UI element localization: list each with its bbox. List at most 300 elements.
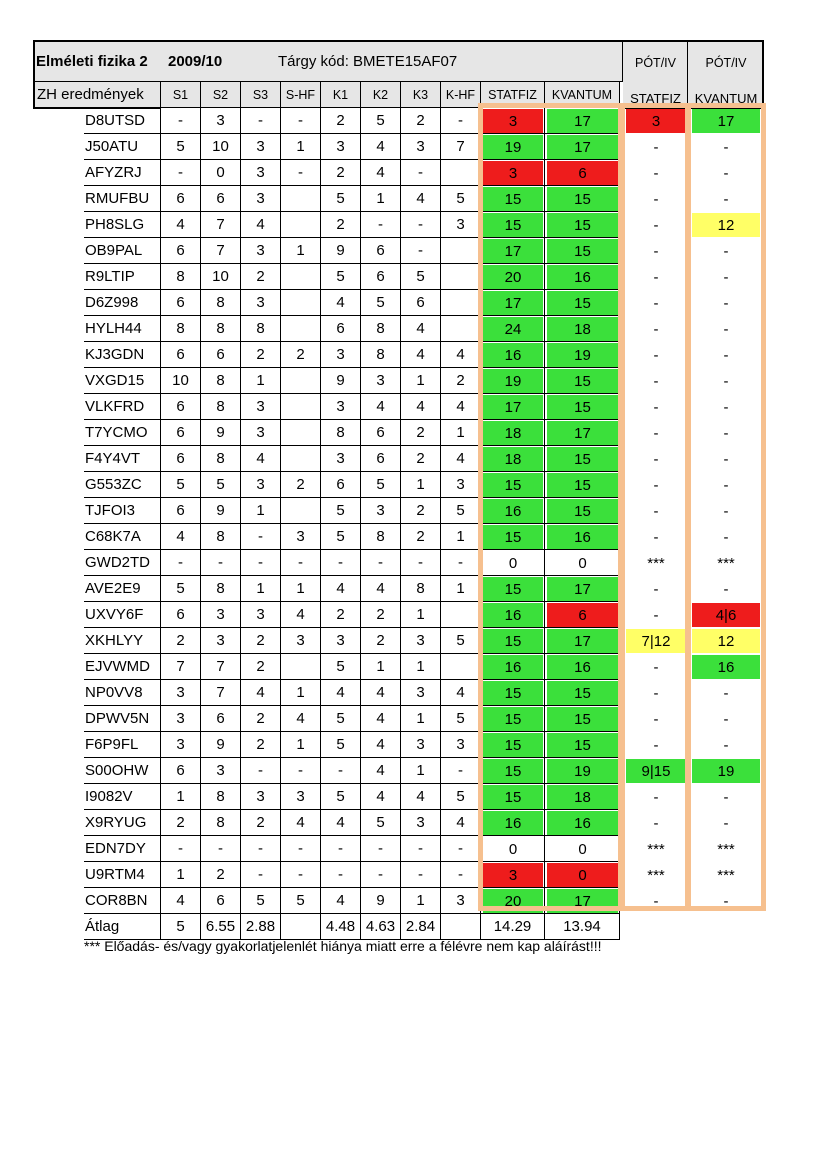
score-khf: 1 xyxy=(441,524,481,550)
score-k1: 6 xyxy=(321,316,361,342)
score-s2: 10 xyxy=(201,264,241,290)
result-statfiz: 15 xyxy=(483,785,543,809)
score-k2: - xyxy=(361,862,401,888)
score-s3: 3 xyxy=(241,420,281,446)
col-header-k2: K2 xyxy=(361,82,401,108)
result-pot_statfiz: - xyxy=(653,476,659,494)
result-pot_kvantum: 19 xyxy=(692,759,760,783)
score-s2: 8 xyxy=(201,810,241,836)
score-shf xyxy=(281,498,321,524)
score-k2: 5 xyxy=(361,472,401,498)
score-s1: 10 xyxy=(161,368,201,394)
result-pot_statfiz: - xyxy=(653,424,659,442)
result-statfiz: 15 xyxy=(483,187,543,211)
result-pot_statfiz: - xyxy=(653,346,659,364)
average-k3: 2.84 xyxy=(401,914,441,940)
score-s3: 2 xyxy=(241,342,281,368)
student-id: KJ3GDN xyxy=(84,342,161,368)
result-pot_kvantum: - xyxy=(723,372,729,390)
result-pot_statfiz: - xyxy=(653,710,659,728)
score-shf xyxy=(281,212,321,238)
score-s1: 4 xyxy=(161,888,201,914)
score-s3: 3 xyxy=(241,238,281,264)
score-khf: - xyxy=(441,862,481,888)
result-pot_kvantum: - xyxy=(723,814,729,832)
result-pot_statfiz: - xyxy=(653,502,659,520)
score-s1: 5 xyxy=(161,134,201,160)
score-s3: 1 xyxy=(241,498,281,524)
score-khf: 3 xyxy=(441,472,481,498)
col-header-s1: S1 xyxy=(161,82,201,108)
student-id: S00OHW xyxy=(84,758,161,784)
score-shf xyxy=(281,394,321,420)
score-s3: - xyxy=(241,758,281,784)
result-pot_statfiz: - xyxy=(653,892,659,910)
score-k1: 3 xyxy=(321,394,361,420)
subject-code: Tárgy kód: BMETE15AF07 xyxy=(278,52,458,70)
score-s3: 3 xyxy=(241,160,281,186)
score-s1: - xyxy=(161,836,201,862)
score-shf: 1 xyxy=(281,238,321,264)
score-s3: 3 xyxy=(241,472,281,498)
score-s3: 5 xyxy=(241,888,281,914)
score-shf: - xyxy=(281,836,321,862)
score-k3: 3 xyxy=(401,628,441,654)
score-k3: 1 xyxy=(401,472,441,498)
score-k2: - xyxy=(361,550,401,576)
score-shf xyxy=(281,290,321,316)
score-khf: 1 xyxy=(441,420,481,446)
result-pot_kvantum: 12 xyxy=(692,213,760,237)
score-k1: 4 xyxy=(321,576,361,602)
result-kvantum: 19 xyxy=(547,759,618,783)
score-khf: 2 xyxy=(441,368,481,394)
student-id: C68K7A xyxy=(84,524,161,550)
student-id: NP0VV8 xyxy=(84,680,161,706)
frame-pot-statfiz xyxy=(620,103,690,911)
score-k1: 6 xyxy=(321,472,361,498)
score-s2: 8 xyxy=(201,394,241,420)
score-khf xyxy=(441,160,481,186)
result-statfiz: 20 xyxy=(483,265,543,289)
score-khf: 3 xyxy=(441,212,481,238)
score-k2: 4 xyxy=(361,706,401,732)
score-s1: 2 xyxy=(161,628,201,654)
result-statfiz: 15 xyxy=(483,733,543,757)
score-k3: 1 xyxy=(401,602,441,628)
score-k3: 8 xyxy=(401,576,441,602)
score-s2: 8 xyxy=(201,576,241,602)
result-pot_kvantum: *** xyxy=(717,840,735,858)
score-s2: 7 xyxy=(201,238,241,264)
score-s2: 5 xyxy=(201,472,241,498)
frame-pot-kvantum xyxy=(686,103,766,911)
score-k2: 5 xyxy=(361,108,401,134)
score-k2: 9 xyxy=(361,888,401,914)
score-s1: - xyxy=(161,160,201,186)
result-statfiz: 17 xyxy=(483,239,543,263)
student-id: AVE2E9 xyxy=(84,576,161,602)
score-k1: 2 xyxy=(321,212,361,238)
result-pot_kvantum: - xyxy=(723,424,729,442)
score-k3: 4 xyxy=(401,316,441,342)
score-k3: 2 xyxy=(401,108,441,134)
score-k2: - xyxy=(361,212,401,238)
score-s3: 3 xyxy=(241,186,281,212)
student-id: OB9PAL xyxy=(84,238,161,264)
score-k2: 4 xyxy=(361,758,401,784)
pot-kvantum-col-header: KVANTUM xyxy=(694,90,758,106)
average-s1: 5 xyxy=(161,914,201,940)
score-s2: 8 xyxy=(201,368,241,394)
score-s2: - xyxy=(201,836,241,862)
result-pot_kvantum: - xyxy=(723,684,729,702)
student-id: U9RTM4 xyxy=(84,862,161,888)
score-k3: - xyxy=(401,160,441,186)
score-khf: 3 xyxy=(441,732,481,758)
score-s2: 6 xyxy=(201,186,241,212)
score-s2: 8 xyxy=(201,316,241,342)
score-s1: 1 xyxy=(161,862,201,888)
score-k3: 4 xyxy=(401,394,441,420)
score-k1: 9 xyxy=(321,368,361,394)
frame-results xyxy=(478,103,623,911)
score-khf xyxy=(441,602,481,628)
score-khf: - xyxy=(441,108,481,134)
score-shf xyxy=(281,420,321,446)
score-k1: 3 xyxy=(321,134,361,160)
score-s1: 5 xyxy=(161,576,201,602)
average-statfiz: 14.29 xyxy=(481,914,545,940)
score-khf: 5 xyxy=(441,498,481,524)
result-kvantum: 15 xyxy=(547,369,618,393)
score-s1: - xyxy=(161,550,201,576)
score-k1: 5 xyxy=(321,264,361,290)
score-k2: 6 xyxy=(361,420,401,446)
score-shf xyxy=(281,446,321,472)
result-pot_statfiz: - xyxy=(653,528,659,546)
score-k2: 4 xyxy=(361,732,401,758)
score-k3: 1 xyxy=(401,654,441,680)
score-k1: 4 xyxy=(321,810,361,836)
result-pot_statfiz: - xyxy=(653,736,659,754)
result-kvantum: 15 xyxy=(547,187,618,211)
result-pot_kvantum: - xyxy=(723,736,729,754)
score-s1: 6 xyxy=(161,602,201,628)
result-pot_kvantum: - xyxy=(723,502,729,520)
score-k3: 4 xyxy=(401,342,441,368)
result-pot_statfiz: - xyxy=(653,684,659,702)
score-s1: 6 xyxy=(161,394,201,420)
score-shf: 4 xyxy=(281,810,321,836)
result-pot_statfiz: - xyxy=(653,320,659,338)
result-kvantum: 16 xyxy=(547,655,618,679)
score-s3: 4 xyxy=(241,680,281,706)
course-title: Elméleti fizika 2 xyxy=(36,52,148,70)
student-id: EJVWMD xyxy=(84,654,161,680)
score-shf xyxy=(281,368,321,394)
score-khf: - xyxy=(441,836,481,862)
score-khf xyxy=(441,316,481,342)
result-pot_kvantum: *** xyxy=(717,554,735,572)
score-k3: - xyxy=(401,836,441,862)
score-shf xyxy=(281,186,321,212)
score-k3: - xyxy=(401,862,441,888)
result-kvantum: 0 xyxy=(547,863,618,887)
score-k2: 8 xyxy=(361,316,401,342)
student-id: R9LTIP xyxy=(84,264,161,290)
score-s2: 0 xyxy=(201,160,241,186)
score-shf xyxy=(281,654,321,680)
result-pot_kvantum: - xyxy=(723,580,729,598)
score-s2: 7 xyxy=(201,654,241,680)
score-k1: 3 xyxy=(321,342,361,368)
score-khf: 3 xyxy=(441,888,481,914)
result-pot_kvantum: 12 xyxy=(692,629,760,653)
average-label: Átlag xyxy=(84,914,161,940)
result-statfiz: 17 xyxy=(483,395,543,419)
score-k2: 4 xyxy=(361,394,401,420)
result-kvantum: 15 xyxy=(547,707,618,731)
score-k3: 2 xyxy=(401,420,441,446)
score-s3: 1 xyxy=(241,576,281,602)
score-k2: 4 xyxy=(361,134,401,160)
score-k1: 8 xyxy=(321,420,361,446)
student-id: TJFOI3 xyxy=(84,498,161,524)
result-pot_kvantum: - xyxy=(723,710,729,728)
result-pot_statfiz: - xyxy=(653,450,659,468)
result-pot_statfiz: 3 xyxy=(626,109,686,133)
result-pot_statfiz: - xyxy=(653,606,659,624)
student-id: EDN7DY xyxy=(84,836,161,862)
result-kvantum: 15 xyxy=(547,499,618,523)
score-s3: 3 xyxy=(241,602,281,628)
result-pot_statfiz: 7|12 xyxy=(626,629,686,653)
student-id: T7YCMO xyxy=(84,420,161,446)
student-id: F6P9FL xyxy=(84,732,161,758)
result-statfiz: 15 xyxy=(483,577,543,601)
score-k2: 6 xyxy=(361,264,401,290)
score-k3: 1 xyxy=(401,368,441,394)
result-pot_kvantum: - xyxy=(723,788,729,806)
result-pot_statfiz: - xyxy=(653,216,659,234)
score-s2: 9 xyxy=(201,732,241,758)
result-pot_kvantum: - xyxy=(723,294,729,312)
score-k1: 4 xyxy=(321,888,361,914)
average-k1: 4.48 xyxy=(321,914,361,940)
score-s1: 3 xyxy=(161,732,201,758)
result-pot_kvantum: - xyxy=(723,268,729,286)
result-pot_statfiz: - xyxy=(653,164,659,182)
score-khf: 1 xyxy=(441,576,481,602)
score-shf: 1 xyxy=(281,732,321,758)
score-s1: 6 xyxy=(161,420,201,446)
score-khf: 4 xyxy=(441,810,481,836)
result-kvantum: 15 xyxy=(547,213,618,237)
score-khf: 5 xyxy=(441,784,481,810)
score-shf: 4 xyxy=(281,706,321,732)
result-kvantum: 17 xyxy=(547,109,618,133)
result-kvantum: 16 xyxy=(547,525,618,549)
result-statfiz: 19 xyxy=(483,135,543,159)
score-s3: 2 xyxy=(241,628,281,654)
score-khf xyxy=(441,290,481,316)
result-pot_statfiz: - xyxy=(653,398,659,416)
score-k2: 5 xyxy=(361,290,401,316)
score-shf xyxy=(281,316,321,342)
score-s2: - xyxy=(201,550,241,576)
student-id: GWD2TD xyxy=(84,550,161,576)
result-statfiz: 16 xyxy=(483,655,543,679)
result-pot_kvantum: 17 xyxy=(692,109,760,133)
student-id: D8UTSD xyxy=(84,108,161,134)
score-s2: 3 xyxy=(201,628,241,654)
result-pot_kvantum: 4|6 xyxy=(692,603,760,627)
score-s1: 6 xyxy=(161,342,201,368)
score-shf: - xyxy=(281,108,321,134)
score-k1: 9 xyxy=(321,238,361,264)
result-kvantum: 15 xyxy=(547,395,618,419)
score-khf: 7 xyxy=(441,134,481,160)
result-pot_statfiz: - xyxy=(653,580,659,598)
score-k1: 5 xyxy=(321,498,361,524)
score-s1: 3 xyxy=(161,680,201,706)
score-s1: 7 xyxy=(161,654,201,680)
result-statfiz: 24 xyxy=(483,317,543,341)
score-s3: 3 xyxy=(241,290,281,316)
score-k2: 6 xyxy=(361,446,401,472)
result-pot_kvantum: - xyxy=(723,242,729,260)
score-s3: 3 xyxy=(241,784,281,810)
score-k1: 5 xyxy=(321,732,361,758)
score-k2: 1 xyxy=(361,654,401,680)
score-k2: 2 xyxy=(361,602,401,628)
student-id: D6Z998 xyxy=(84,290,161,316)
score-s2: 8 xyxy=(201,446,241,472)
score-khf: - xyxy=(441,550,481,576)
result-statfiz: 20 xyxy=(483,889,543,913)
score-shf: - xyxy=(281,550,321,576)
result-pot_statfiz: 9|15 xyxy=(626,759,686,783)
score-shf: 3 xyxy=(281,628,321,654)
score-k1: 5 xyxy=(321,186,361,212)
score-khf: 5 xyxy=(441,186,481,212)
score-shf: 1 xyxy=(281,680,321,706)
result-statfiz: 15 xyxy=(483,473,543,497)
score-k3: 6 xyxy=(401,290,441,316)
result-statfiz: 15 xyxy=(483,213,543,237)
score-k1: 2 xyxy=(321,602,361,628)
result-pot_statfiz: - xyxy=(653,814,659,832)
result-kvantum: 15 xyxy=(547,681,618,705)
result-kvantum: 17 xyxy=(547,577,618,601)
score-s3: 2 xyxy=(241,264,281,290)
result-kvantum: 15 xyxy=(547,733,618,757)
col-header-s3: S3 xyxy=(241,82,281,108)
footnote: *** Előadás- és/vagy gyakorlatjelenlét hiánya miatt erre a félévre nem kap aláírást!!! xyxy=(84,938,602,954)
score-k3: 2 xyxy=(401,446,441,472)
score-s3: - xyxy=(241,108,281,134)
score-k3: 4 xyxy=(401,186,441,212)
result-pot_kvantum: - xyxy=(723,476,729,494)
score-shf: 5 xyxy=(281,888,321,914)
score-k3: - xyxy=(401,238,441,264)
score-k1: 3 xyxy=(321,446,361,472)
result-kvantum: 17 xyxy=(547,889,618,913)
score-s3: 3 xyxy=(241,134,281,160)
score-k3: 1 xyxy=(401,888,441,914)
result-statfiz: 16 xyxy=(483,499,543,523)
score-s1: 3 xyxy=(161,706,201,732)
score-k3: 3 xyxy=(401,680,441,706)
pot-iv-label-1: PÓT/IV xyxy=(635,56,676,70)
student-id: RMUFBU xyxy=(84,186,161,212)
score-shf: - xyxy=(281,160,321,186)
score-k3: 3 xyxy=(401,732,441,758)
result-statfiz: 16 xyxy=(483,603,543,627)
score-s1: 1 xyxy=(161,784,201,810)
score-shf: 1 xyxy=(281,576,321,602)
result-statfiz: 3 xyxy=(483,161,543,185)
col-header-s2: S2 xyxy=(201,82,241,108)
result-pot_kvantum: *** xyxy=(717,866,735,884)
result-kvantum: 18 xyxy=(547,785,618,809)
score-k2: 1 xyxy=(361,186,401,212)
score-k1: - xyxy=(321,550,361,576)
score-k3: 1 xyxy=(401,758,441,784)
score-s3: 2 xyxy=(241,654,281,680)
score-khf xyxy=(441,264,481,290)
student-id: X9RYUG xyxy=(84,810,161,836)
col-header-statfiz: STATFIZ xyxy=(481,82,545,108)
result-pot_statfiz: - xyxy=(653,294,659,312)
result-kvantum: 15 xyxy=(547,473,618,497)
score-s3: - xyxy=(241,550,281,576)
score-k3: 4 xyxy=(401,784,441,810)
result-statfiz: 16 xyxy=(483,343,543,367)
result-kvantum: 0 xyxy=(578,840,587,858)
result-pot_kvantum: - xyxy=(723,450,729,468)
score-s2: 7 xyxy=(201,212,241,238)
score-khf: - xyxy=(441,758,481,784)
score-khf: 4 xyxy=(441,342,481,368)
result-statfiz: 3 xyxy=(483,863,543,887)
result-pot_statfiz: - xyxy=(653,372,659,390)
score-shf: 4 xyxy=(281,602,321,628)
score-khf xyxy=(441,654,481,680)
score-shf: 1 xyxy=(281,134,321,160)
score-s2: 3 xyxy=(201,108,241,134)
result-statfiz: 18 xyxy=(483,421,543,445)
score-k1: 4 xyxy=(321,680,361,706)
score-k1: 5 xyxy=(321,784,361,810)
result-statfiz: 16 xyxy=(483,811,543,835)
score-k2: - xyxy=(361,836,401,862)
score-s1: 2 xyxy=(161,810,201,836)
result-pot_kvantum: - xyxy=(723,320,729,338)
col-header-khf: K-HF xyxy=(441,82,481,108)
pot-statfiz-col-header: STATFIZ xyxy=(630,90,681,106)
student-id: VLKFRD xyxy=(84,394,161,420)
score-k2: 5 xyxy=(361,810,401,836)
average-s3: 2.88 xyxy=(241,914,281,940)
score-s2: 8 xyxy=(201,784,241,810)
result-pot_statfiz: *** xyxy=(647,866,665,884)
result-pot_kvantum: - xyxy=(723,892,729,910)
score-k1: 3 xyxy=(321,628,361,654)
score-s3: 2 xyxy=(241,732,281,758)
result-kvantum: 0 xyxy=(578,554,587,572)
